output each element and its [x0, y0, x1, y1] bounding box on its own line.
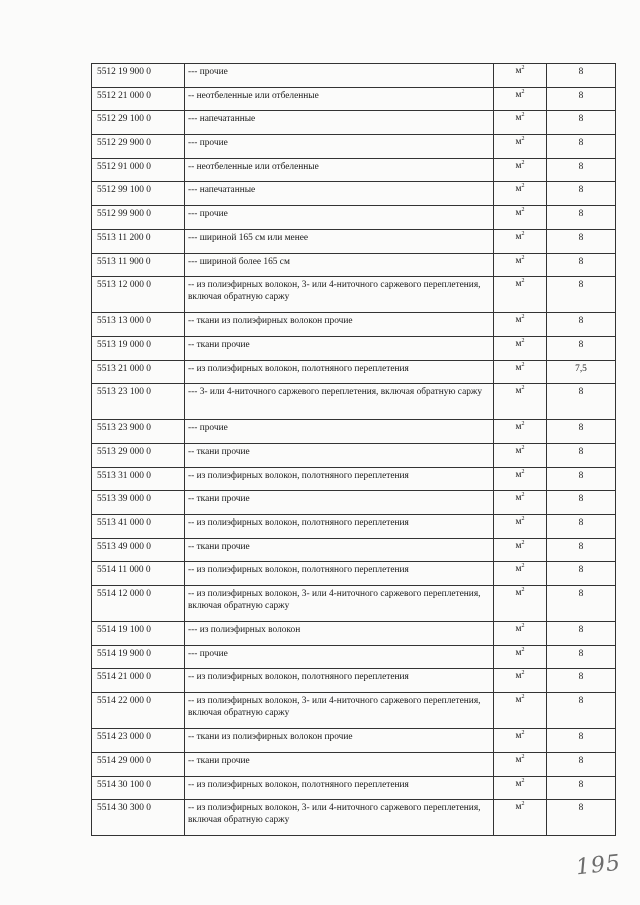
- unit-base: м: [515, 445, 522, 456]
- tariff-code: 5514 29 000 0: [92, 752, 185, 776]
- unit-power: 2: [521, 278, 525, 285]
- table-row: [92, 313, 616, 337]
- product-description: -- из полиэфирных волокон, полотняного переплетения: [185, 467, 494, 491]
- tariff-code: 5514 23 000 0: [92, 729, 185, 753]
- unit-power: 2: [521, 694, 525, 701]
- product-description: -- из полиэфирных волокон, полотняного переплетения: [185, 776, 494, 800]
- unit-power: 2: [521, 230, 525, 237]
- product-description: --- напечатанные: [185, 111, 494, 135]
- table-row: [92, 538, 616, 562]
- unit-power: 2: [521, 492, 525, 499]
- table-row: [92, 562, 616, 586]
- tariff-code: 5512 91 000 0: [92, 158, 185, 182]
- unit-base: м: [515, 362, 522, 373]
- unit-of-measure: [494, 229, 547, 253]
- unit-power: 2: [521, 337, 525, 344]
- tariff-code: 5512 29 900 0: [92, 135, 185, 159]
- unit-power: 2: [521, 777, 525, 784]
- table-row: [92, 729, 616, 753]
- table-row: [92, 693, 616, 729]
- product-description: --- напечатанные: [185, 182, 494, 206]
- product-description: -- ткани прочие: [185, 336, 494, 360]
- unit-of-measure: [494, 313, 547, 337]
- product-description: --- прочие: [185, 135, 494, 159]
- unit-power: 2: [521, 587, 525, 594]
- product-description: --- шириной более 165 см: [185, 253, 494, 277]
- tariff-code: 5514 12 000 0: [92, 586, 185, 622]
- product-description: --- прочие: [185, 420, 494, 444]
- unit-base: м: [515, 540, 522, 551]
- tariff-code: 5514 30 300 0: [92, 800, 185, 836]
- unit-power: 2: [521, 361, 525, 368]
- duty-rate: 8: [547, 776, 616, 800]
- table-row: [92, 467, 616, 491]
- duty-rate: 8: [547, 645, 616, 669]
- table-row: [92, 384, 616, 420]
- duty-rate: 8: [547, 384, 616, 420]
- table-row: [92, 253, 616, 277]
- duty-rate: 8: [547, 491, 616, 515]
- product-description: -- из полиэфирных волокон, 3- или 4-ниточного саржевого переплетения, включая обратную саржу: [185, 277, 494, 313]
- unit-of-measure: [494, 360, 547, 384]
- tariff-code: 5513 13 000 0: [92, 313, 185, 337]
- unit-of-measure: [494, 420, 547, 444]
- unit-of-measure: [494, 776, 547, 800]
- unit-of-measure: [494, 622, 547, 646]
- unit-base: м: [515, 422, 522, 433]
- unit-base: м: [515, 255, 522, 266]
- tariff-code: 5514 30 100 0: [92, 776, 185, 800]
- unit-base: м: [515, 231, 522, 242]
- unit-power: 2: [521, 670, 525, 677]
- unit-of-measure: [494, 467, 547, 491]
- product-description: -- ткани прочие: [185, 752, 494, 776]
- table-row: [92, 182, 616, 206]
- tariff-code: 5512 99 900 0: [92, 206, 185, 230]
- unit-of-measure: [494, 182, 547, 206]
- duty-rate: 8: [547, 336, 616, 360]
- tariff-code: 5513 41 000 0: [92, 515, 185, 539]
- unit-power: 2: [521, 88, 525, 95]
- unit-base: м: [515, 113, 522, 124]
- duty-rate: 8: [547, 277, 616, 313]
- unit-base: м: [515, 671, 522, 682]
- duty-rate: 8: [547, 467, 616, 491]
- table-row: [92, 752, 616, 776]
- unit-power: 2: [521, 112, 525, 119]
- table-row: [92, 206, 616, 230]
- duty-rate: 8: [547, 443, 616, 467]
- table-row: [92, 111, 616, 135]
- product-description: -- из полиэфирных волокон, 3- или 4-ниточного саржевого переплетения, включая обратную саржу: [185, 693, 494, 729]
- tariff-table-body: [92, 64, 616, 836]
- product-description: -- из полиэфирных волокон, 3- или 4-ниточного саржевого переплетения, включая обратную саржу: [185, 800, 494, 836]
- duty-rate: 8: [547, 538, 616, 562]
- tariff-code: 5513 11 900 0: [92, 253, 185, 277]
- page-number: 195: [574, 850, 623, 881]
- unit-of-measure: [494, 135, 547, 159]
- unit-power: 2: [521, 801, 525, 808]
- duty-rate: 8: [547, 420, 616, 444]
- product-description: -- из полиэфирных волокон, 3- или 4-ниточного саржевого переплетения, включая обратную саржу: [185, 586, 494, 622]
- tariff-code: 5512 19 900 0: [92, 64, 185, 88]
- tariff-code: 5513 23 900 0: [92, 420, 185, 444]
- unit-of-measure: [494, 206, 547, 230]
- unit-of-measure: [494, 515, 547, 539]
- unit-of-measure: [494, 538, 547, 562]
- product-description: --- шириной 165 см или менее: [185, 229, 494, 253]
- unit-power: 2: [521, 468, 525, 475]
- product-description: --- прочие: [185, 645, 494, 669]
- duty-rate: 8: [547, 111, 616, 135]
- unit-of-measure: [494, 752, 547, 776]
- unit-of-measure: [494, 586, 547, 622]
- unit-power: 2: [521, 385, 525, 392]
- unit-base: м: [515, 160, 522, 171]
- unit-power: 2: [521, 183, 525, 190]
- product-description: -- ткани прочие: [185, 443, 494, 467]
- tariff-code: 5513 19 000 0: [92, 336, 185, 360]
- table-row: [92, 586, 616, 622]
- unit-of-measure: [494, 87, 547, 111]
- table-row: [92, 229, 616, 253]
- tariff-code: 5514 11 000 0: [92, 562, 185, 586]
- tariff-code: 5513 21 000 0: [92, 360, 185, 384]
- table-row: [92, 622, 616, 646]
- unit-base: м: [515, 778, 522, 789]
- duty-rate: 8: [547, 562, 616, 586]
- unit-power: 2: [521, 539, 525, 546]
- table-row: [92, 645, 616, 669]
- table-row: [92, 360, 616, 384]
- unit-base: м: [515, 588, 522, 599]
- unit-power: 2: [521, 623, 525, 630]
- unit-base: м: [515, 66, 522, 76]
- duty-rate: 8: [547, 669, 616, 693]
- duty-rate: 7,5: [547, 360, 616, 384]
- unit-of-measure: [494, 800, 547, 836]
- unit-power: 2: [521, 65, 525, 71]
- unit-base: м: [515, 493, 522, 504]
- unit-base: м: [515, 754, 522, 765]
- tariff-code: 5512 99 100 0: [92, 182, 185, 206]
- product-description: -- ткани прочие: [185, 491, 494, 515]
- duty-rate: 8: [547, 182, 616, 206]
- product-description: -- из полиэфирных волокон, полотняного переплетения: [185, 669, 494, 693]
- unit-base: м: [515, 731, 522, 742]
- unit-base: м: [515, 647, 522, 658]
- table-row: [92, 87, 616, 111]
- unit-of-measure: [494, 253, 547, 277]
- unit-power: 2: [521, 314, 525, 321]
- duty-rate: 8: [547, 158, 616, 182]
- product-description: -- ткани из полиэфирных волокон прочие: [185, 313, 494, 337]
- unit-of-measure: [494, 669, 547, 693]
- unit-of-measure: [494, 384, 547, 420]
- table-row: [92, 515, 616, 539]
- unit-base: м: [515, 469, 522, 480]
- unit-base: м: [515, 184, 522, 195]
- table-row: [92, 491, 616, 515]
- product-description: -- из полиэфирных волокон, полотняного переплетения: [185, 360, 494, 384]
- unit-power: 2: [521, 136, 525, 143]
- unit-power: 2: [521, 254, 525, 261]
- product-description: -- ткани прочие: [185, 538, 494, 562]
- duty-rate: 8: [547, 229, 616, 253]
- unit-of-measure: [494, 111, 547, 135]
- unit-power: 2: [521, 646, 525, 653]
- tariff-code: 5514 19 100 0: [92, 622, 185, 646]
- product-description: -- ткани из полиэфирных волокон прочие: [185, 729, 494, 753]
- unit-base: м: [515, 89, 522, 100]
- duty-rate: 8: [547, 64, 616, 88]
- table-row: [92, 135, 616, 159]
- duty-rate: 8: [547, 800, 616, 836]
- tariff-code: 5514 21 000 0: [92, 669, 185, 693]
- tariff-page: [91, 63, 616, 836]
- unit-base: м: [515, 279, 522, 290]
- unit-base: м: [515, 517, 522, 527]
- tariff-code: 5513 39 000 0: [92, 491, 185, 515]
- table-row: [92, 443, 616, 467]
- duty-rate: 8: [547, 135, 616, 159]
- table-row: [92, 277, 616, 313]
- unit-base: м: [515, 338, 522, 349]
- duty-rate: 8: [547, 693, 616, 729]
- unit-of-measure: [494, 693, 547, 729]
- tariff-code: 5513 49 000 0: [92, 538, 185, 562]
- tariff-code: 5513 31 000 0: [92, 467, 185, 491]
- unit-base: м: [515, 564, 522, 575]
- duty-rate: 8: [547, 253, 616, 277]
- tariff-table: [91, 63, 616, 836]
- product-description: -- неотбеленные или отбеленные: [185, 158, 494, 182]
- unit-of-measure: [494, 729, 547, 753]
- table-row: [92, 158, 616, 182]
- unit-of-measure: [494, 562, 547, 586]
- unit-of-measure: [494, 443, 547, 467]
- duty-rate: 8: [547, 729, 616, 753]
- duty-rate: 8: [547, 586, 616, 622]
- tariff-code: 5513 29 000 0: [92, 443, 185, 467]
- unit-power: 2: [521, 207, 525, 214]
- unit-base: м: [515, 802, 522, 813]
- table-row: [92, 776, 616, 800]
- unit-power: 2: [521, 730, 525, 737]
- table-row: [92, 420, 616, 444]
- product-description: --- прочие: [185, 64, 494, 88]
- product-description: -- из полиэфирных волокон, полотняного переплетения: [185, 515, 494, 539]
- table-row: [92, 336, 616, 360]
- unit-power: 2: [521, 421, 525, 428]
- tariff-code: 5513 11 200 0: [92, 229, 185, 253]
- unit-of-measure: [494, 336, 547, 360]
- unit-power: 2: [521, 516, 525, 522]
- table-row: [92, 64, 616, 88]
- product-description: -- неотбеленные или отбеленные: [185, 87, 494, 111]
- unit-power: 2: [521, 159, 525, 166]
- duty-rate: 8: [547, 752, 616, 776]
- tariff-code: 5514 22 000 0: [92, 693, 185, 729]
- unit-of-measure: [494, 64, 547, 88]
- unit-power: 2: [521, 753, 525, 760]
- product-description: --- прочие: [185, 206, 494, 230]
- duty-rate: 8: [547, 515, 616, 539]
- tariff-code: 5513 12 000 0: [92, 277, 185, 313]
- tariff-code: 5513 23 100 0: [92, 384, 185, 420]
- table-row: [92, 669, 616, 693]
- unit-of-measure: [494, 491, 547, 515]
- unit-base: м: [515, 315, 522, 326]
- unit-base: м: [515, 624, 522, 635]
- duty-rate: 8: [547, 206, 616, 230]
- unit-base: м: [515, 695, 522, 706]
- product-description: -- из полиэфирных волокон, полотняного переплетения: [185, 562, 494, 586]
- duty-rate: 8: [547, 313, 616, 337]
- unit-of-measure: [494, 277, 547, 313]
- unit-base: м: [515, 137, 522, 148]
- unit-power: 2: [521, 444, 525, 451]
- tariff-code: 5512 29 100 0: [92, 111, 185, 135]
- unit-of-measure: [494, 158, 547, 182]
- tariff-code: 5512 21 000 0: [92, 87, 185, 111]
- unit-base: м: [515, 208, 522, 219]
- duty-rate: 8: [547, 622, 616, 646]
- product-description: --- из полиэфирных волокон: [185, 622, 494, 646]
- unit-base: м: [515, 386, 522, 397]
- unit-power: 2: [521, 563, 525, 570]
- duty-rate: 8: [547, 87, 616, 111]
- tariff-code: 5514 19 900 0: [92, 645, 185, 669]
- product-description: --- 3- или 4-ниточного саржевого переплетения, включая обратную саржу: [185, 384, 494, 420]
- table-row: [92, 800, 616, 836]
- unit-of-measure: [494, 645, 547, 669]
